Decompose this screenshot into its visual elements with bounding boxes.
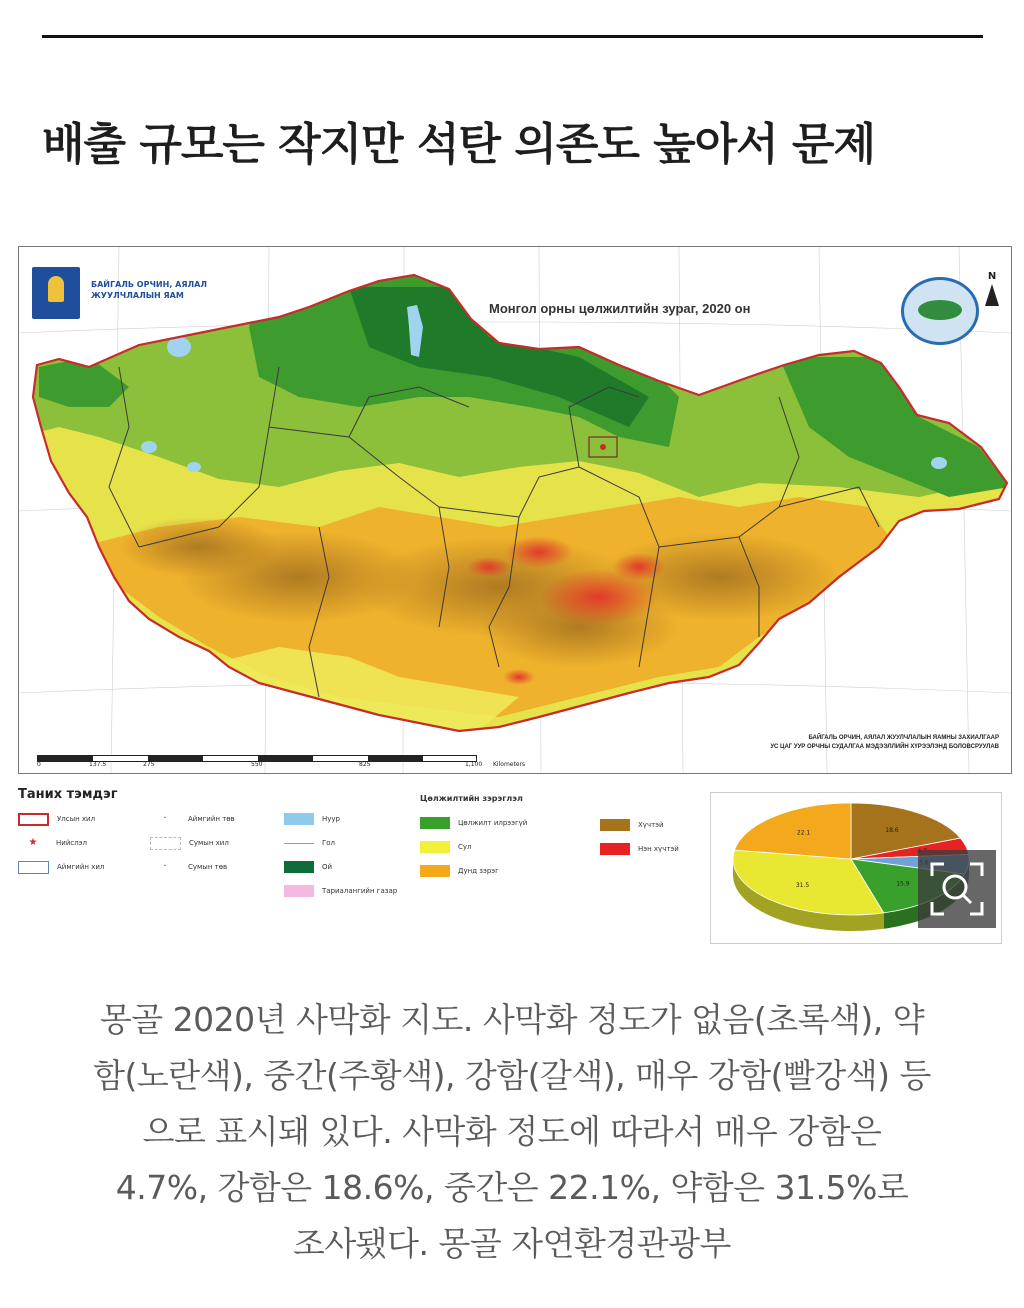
north-arrow-icon xyxy=(985,271,999,306)
class-swatch xyxy=(420,841,450,853)
lake-swatch xyxy=(284,813,314,825)
legend-item: Тариалангийн газар xyxy=(284,884,397,898)
dot-icon: · xyxy=(163,813,167,824)
dot-icon: · xyxy=(163,861,167,872)
river-swatch xyxy=(284,843,314,844)
ministry-name: БАЙГАЛЬ ОРЧИН, АЯЛАЛ ЖУУЛЧЛАЛЫН ЯАМ xyxy=(91,280,207,300)
legend-item: Хүчтэй xyxy=(600,818,664,832)
legend-item: · Сумын төв xyxy=(150,860,227,874)
institute-seal-icon xyxy=(901,277,979,345)
pie-slice-label: 18.6 xyxy=(885,827,899,835)
scale-label: Kilometers xyxy=(493,761,526,768)
legend-item: ★ Нийслэл xyxy=(18,836,87,850)
pie-slice-label: 31.5 xyxy=(795,881,810,889)
scale-label: 275 xyxy=(143,761,155,768)
legend-title: Таних тэмдэг xyxy=(18,787,118,802)
legend-item: Улсын хил xyxy=(18,812,95,826)
scale-label: 550 xyxy=(251,761,263,768)
scale-label: 1,100 xyxy=(465,761,483,768)
capital-star-icon: ★ xyxy=(28,837,38,848)
caption-line: 함(노란색), 중간(주황색), 강함(갈색), 매우 강함(빨강색) 등 xyxy=(93,1056,931,1095)
class-swatch xyxy=(420,865,450,877)
scale-label: 137.5 xyxy=(89,761,107,768)
legend xyxy=(18,812,718,942)
ministry-emblem-icon xyxy=(32,267,80,319)
scale-label: 0 xyxy=(37,761,41,768)
desertification-class-title: Цөлжилтийн зэрэглэл xyxy=(420,794,523,803)
legend-item: Нэн хүчтэй xyxy=(600,842,679,856)
legend-item: · Аймгийн төв xyxy=(150,812,235,826)
border-swatch xyxy=(18,813,49,826)
credit-line-2: УС ЦАГ УУР ОРЧНЫ СУДАЛГАА МЭДЭЭЛЛИЙН ХҮРЭЭЛЭНД БОЛОВСРУУЛАВ xyxy=(770,744,999,750)
image-zoom-button[interactable] xyxy=(918,850,996,928)
pie-slice-label: 22.1 xyxy=(796,829,811,837)
figure-caption xyxy=(60,992,964,1272)
map-credit xyxy=(679,734,999,752)
desertification-map-figure xyxy=(10,232,1014,952)
mongolia-map xyxy=(19,247,1011,773)
credit-line-1: БАЙГАЛЬ ОРЧИН, АЯЛАЛ ЖУУЛЧЛАЛЫН ЯАМНЫ ЗАХИАЛГААР xyxy=(808,735,999,741)
legend-item: Дунд зэрэг xyxy=(420,864,499,878)
pie-slice xyxy=(735,803,851,859)
class-swatch xyxy=(600,843,630,855)
scale-label: 825 xyxy=(359,761,371,768)
soum-swatch xyxy=(150,837,181,850)
pie-slice-label: 15.9 xyxy=(896,880,910,888)
legend-item: Гол xyxy=(284,836,335,850)
map-frame xyxy=(18,246,1012,774)
top-divider xyxy=(42,35,983,38)
legend-item: Сумын хил xyxy=(150,836,229,850)
caption-line: 4.7%, 강함은 18.6%, 중간은 22.1%, 약함은 31.5%로 xyxy=(115,1168,909,1207)
class-swatch xyxy=(600,819,630,831)
legend-item: Нуур xyxy=(284,812,340,826)
class-swatch xyxy=(420,817,450,829)
north-label: N xyxy=(987,271,997,282)
caption-line: 으로 표시돼 있다. 사막화 정도에 따라서 매우 강함은 xyxy=(142,1112,882,1151)
magnifier-zoom-icon xyxy=(918,850,996,928)
caption-line: 조사됐다. 몽골 자연환경관광부 xyxy=(293,1224,731,1263)
section-heading: 배출 규모는 작지만 석탄 의존도 높아서 문제 xyxy=(42,119,875,170)
legend-item: Сул xyxy=(420,840,472,854)
cropland-swatch xyxy=(284,885,314,897)
aimag-swatch xyxy=(18,861,49,874)
caption-line: 몽골 2020년 사막화 지도. 사막화 정도가 없음(초록색), 약 xyxy=(99,1000,925,1039)
legend-item: Аймгийн хил xyxy=(18,860,104,874)
legend-item: Цөлжилт илрээгүй xyxy=(420,816,527,830)
forest-swatch xyxy=(284,861,314,873)
map-title: Монгол орны цөлжилтийн зураг, 2020 он xyxy=(489,301,751,316)
legend-item: Ой xyxy=(284,860,332,874)
